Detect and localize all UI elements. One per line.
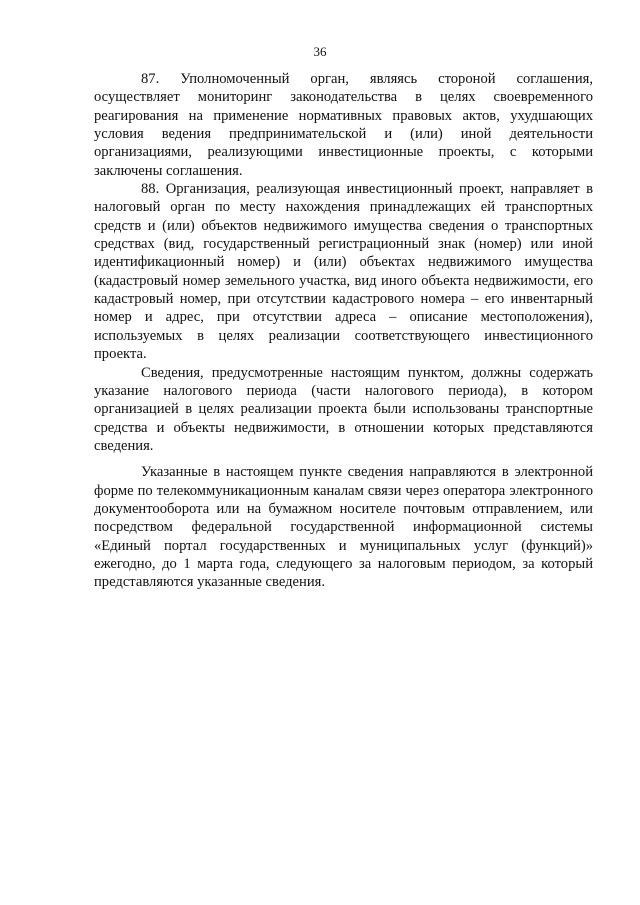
- document-body: [94, 70, 593, 592]
- paragraph-88: 88. Организация, реализующая инвестиционный проект, направляет в налоговый орган по месту нахождения принадлежащих ей транспортных средств и (или) объектов недвижимого имущества сведения о транспортных средствах (вид, государственный регистрационный знак (номер) или иной идентификационный номер) и (или) объектах недвижимого имущества (кадастровый номер земельного участка, вид иного объекта недвижимости, его кадастровый номер, при отсутствии кадастрового номера – его инвентарный номер и адрес, при отсутствии адреса – описание местоположения), используемых в целях реализации соответствующего инвестиционного проекта.: [94, 181, 593, 363]
- page-number: 36: [313, 44, 327, 59]
- paragraph-87: 87. Уполномоченный орган, являясь стороной соглашения, осуществляет мониторинг законодательства в целях своевременного реагирования на применение нормативных правовых актов, ухудшающих условия ведения предпринимательской и (или) иной деятельности организациями, реализующими инвестиционные проекты, с которыми заключены соглашения.: [94, 71, 593, 179]
- paragraph-88-submission: Указанные в настоящем пункте сведения направляются в электронной форме по телекоммуникационным каналам связи через оператора электронного документооборота или на бумажном носителе почтовым отправлением, или посредством федеральной государственной информационной системы «Единый портал государственных и муниципальных услуг (функций)» ежегодно, до 1 марта года, следующего за налоговым периодом, за который представляются указанные сведения.: [94, 464, 593, 591]
- paragraph-88-details: Сведения, предусмотренные настоящим пунктом, должны содержать указание налогового периода (части налогового периода), в котором организацией в целях реализации проекта были использованы транспортные средства и объекты недвижимости, в отношении которых представляются сведения.: [94, 364, 593, 454]
